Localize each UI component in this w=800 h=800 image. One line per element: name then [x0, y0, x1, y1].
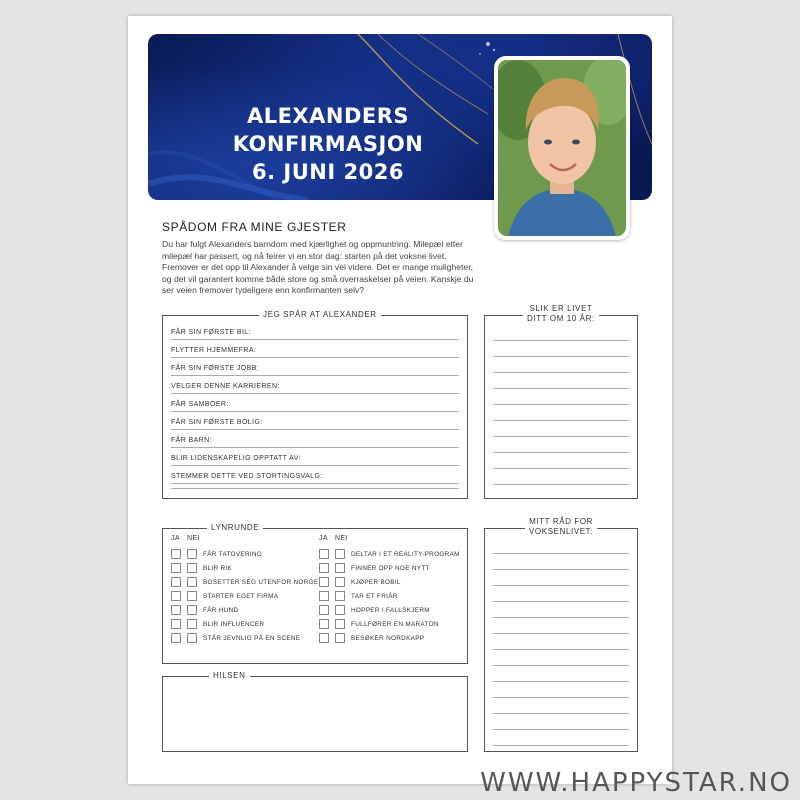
- prediction-row[interactable]: BLIR LIDENSKAPELIG OPPTATT AV:: [171, 448, 459, 466]
- writing-line: [493, 420, 629, 421]
- prediction-row[interactable]: FÅR SIN FØRSTE BOLIG:: [171, 412, 459, 430]
- lynrunde-question: BLIR INFLUENCER: [203, 621, 265, 628]
- nei-checkbox[interactable]: [335, 605, 345, 615]
- writing-line: [493, 484, 629, 485]
- predictions-label: JEG SPÅR AT ALEXANDER: [259, 310, 381, 320]
- nei-checkbox[interactable]: [335, 591, 345, 601]
- greeting-label: HILSEN: [209, 671, 250, 681]
- prediction-row[interactable]: FÅR BARN:: [171, 430, 459, 448]
- ja-checkbox[interactable]: [319, 549, 329, 559]
- writing-line: [493, 569, 629, 570]
- prediction-row[interactable]: FÅR SIN FØRSTE BIL:: [171, 322, 459, 340]
- ja-checkbox[interactable]: [319, 619, 329, 629]
- ja-header-left: JA: [171, 535, 180, 542]
- writing-line: [493, 649, 629, 650]
- lynrunde-question: BOSETTER SEG UTENFOR NORGE: [203, 579, 319, 586]
- writing-line: [493, 436, 629, 437]
- lynrunde-question: FINNER OPP NOE NYTT: [351, 565, 430, 572]
- banner-title-line1: ALEXANDERS: [246, 104, 410, 128]
- ja-checkbox[interactable]: [171, 605, 181, 615]
- greeting-box[interactable]: [162, 671, 468, 752]
- advice-label: MITT RÅD FOR VOKSENLIVET:: [525, 517, 597, 537]
- lynrunde-question: STÅR JEVNLIG PÅ EN SCENE: [203, 635, 301, 642]
- nei-checkbox[interactable]: [187, 619, 197, 629]
- nei-checkbox[interactable]: [187, 577, 197, 587]
- ja-checkbox[interactable]: [171, 633, 181, 643]
- nei-checkbox[interactable]: [187, 633, 197, 643]
- watermark: WWW.HAPPYSTAR.NO: [480, 768, 792, 798]
- nei-checkbox[interactable]: [187, 549, 197, 559]
- writing-line: [493, 633, 629, 634]
- lynrunde-box: [162, 523, 468, 664]
- ja-checkbox[interactable]: [319, 633, 329, 643]
- writing-line: [493, 356, 629, 357]
- prediction-row[interactable]: VELGER DENNE KARRIEREN:: [171, 376, 459, 394]
- lynrunde-label: LYNRUNDE: [207, 523, 263, 533]
- lynrunde-question: FÅR TATOVERING: [203, 551, 263, 558]
- lynrunde-question: FULLFØRER EN MARATON: [351, 621, 439, 628]
- nei-header-right: NEI: [335, 535, 348, 542]
- writing-line: [493, 713, 629, 714]
- ja-checkbox[interactable]: [319, 591, 329, 601]
- lynrunde-question: DELTAR I ET REALITY-PROGRAM: [351, 551, 460, 558]
- prediction-extra-line: [171, 488, 459, 489]
- writing-line: [493, 665, 629, 666]
- nei-checkbox[interactable]: [187, 591, 197, 601]
- writing-line: [493, 601, 629, 602]
- ja-checkbox[interactable]: [171, 619, 181, 629]
- banner-date: 6. JUNI 2026: [252, 160, 404, 184]
- nei-checkbox[interactable]: [335, 633, 345, 643]
- ja-checkbox[interactable]: [171, 591, 181, 601]
- lynrunde-question: TAR ET FRIÅR: [351, 593, 398, 600]
- nei-checkbox[interactable]: [335, 563, 345, 573]
- ja-checkbox[interactable]: [319, 563, 329, 573]
- nei-checkbox[interactable]: [335, 619, 345, 629]
- writing-line: [493, 745, 629, 746]
- ja-checkbox[interactable]: [319, 577, 329, 587]
- lynrunde-question: KJØPER BOBIL: [351, 579, 401, 586]
- writing-line: [493, 388, 629, 389]
- writing-line: [493, 553, 629, 554]
- nei-checkbox[interactable]: [335, 577, 345, 587]
- ja-checkbox[interactable]: [319, 605, 329, 615]
- nei-checkbox[interactable]: [187, 563, 197, 573]
- ja-checkbox[interactable]: [171, 563, 181, 573]
- lynrunde-question: STARTER EGET FIRMA: [203, 593, 279, 600]
- prediction-row[interactable]: FLYTTER HJEMMEFRA:: [171, 340, 459, 358]
- predictions-box: [162, 310, 468, 499]
- lynrunde-question: HOPPER I FALLSKJERM: [351, 607, 430, 614]
- writing-line: [493, 729, 629, 730]
- nei-checkbox[interactable]: [187, 605, 197, 615]
- section-title: SPÅDOM FRA MINE GJESTER: [162, 220, 347, 234]
- writing-line: [493, 452, 629, 453]
- portrait-photo-frame: [494, 56, 630, 240]
- advice-box[interactable]: [484, 517, 638, 752]
- lynrunde-question: FÅR HUND: [203, 607, 239, 614]
- ja-checkbox[interactable]: [171, 549, 181, 559]
- nei-checkbox[interactable]: [335, 549, 345, 559]
- intro-text: Du har fulgt Alexanders barndom med kjærlighet og oppmuntring. Milepæl etter milepæl har passert, og nå feirer vi en stor dag: starten på det voksne livet. Fremover er det opp til Alexander å velge sin vei videre. Det er mange muligheter, og det vil garantert komme både store og små overraskelser på veien. Kanskje du ser veien fremover tydeligere enn konfirmanten selv?: [162, 239, 474, 296]
- prediction-row[interactable]: FÅR SIN FØRSTE JOBB:: [171, 358, 459, 376]
- portrait-photo: [498, 60, 626, 236]
- lynrunde-question: BLIR RIK: [203, 565, 233, 572]
- writing-line: [493, 372, 629, 373]
- writing-line: [493, 468, 629, 469]
- life-10-years-box[interactable]: [484, 304, 638, 499]
- writing-line: [493, 340, 629, 341]
- ja-header-right: JA: [319, 535, 328, 542]
- prediction-row[interactable]: FÅR SAMBOER:: [171, 394, 459, 412]
- life-10-years-label: SLIK ER LIVET DITT OM 10 ÅR:: [523, 304, 599, 324]
- writing-line: [493, 404, 629, 405]
- lynrunde-question: BESØKER NORDKAPP: [351, 635, 425, 642]
- writing-line: [493, 617, 629, 618]
- writing-line: [493, 585, 629, 586]
- writing-line: [493, 681, 629, 682]
- ja-checkbox[interactable]: [171, 577, 181, 587]
- invitation-sheet: [128, 16, 672, 784]
- writing-line: [493, 697, 629, 698]
- banner-title-line2: KONFIRMASJON: [232, 132, 424, 156]
- nei-header-left: NEI: [187, 535, 200, 542]
- prediction-row[interactable]: STEMMER DETTE VED STORTINGSVALG:: [171, 466, 459, 484]
